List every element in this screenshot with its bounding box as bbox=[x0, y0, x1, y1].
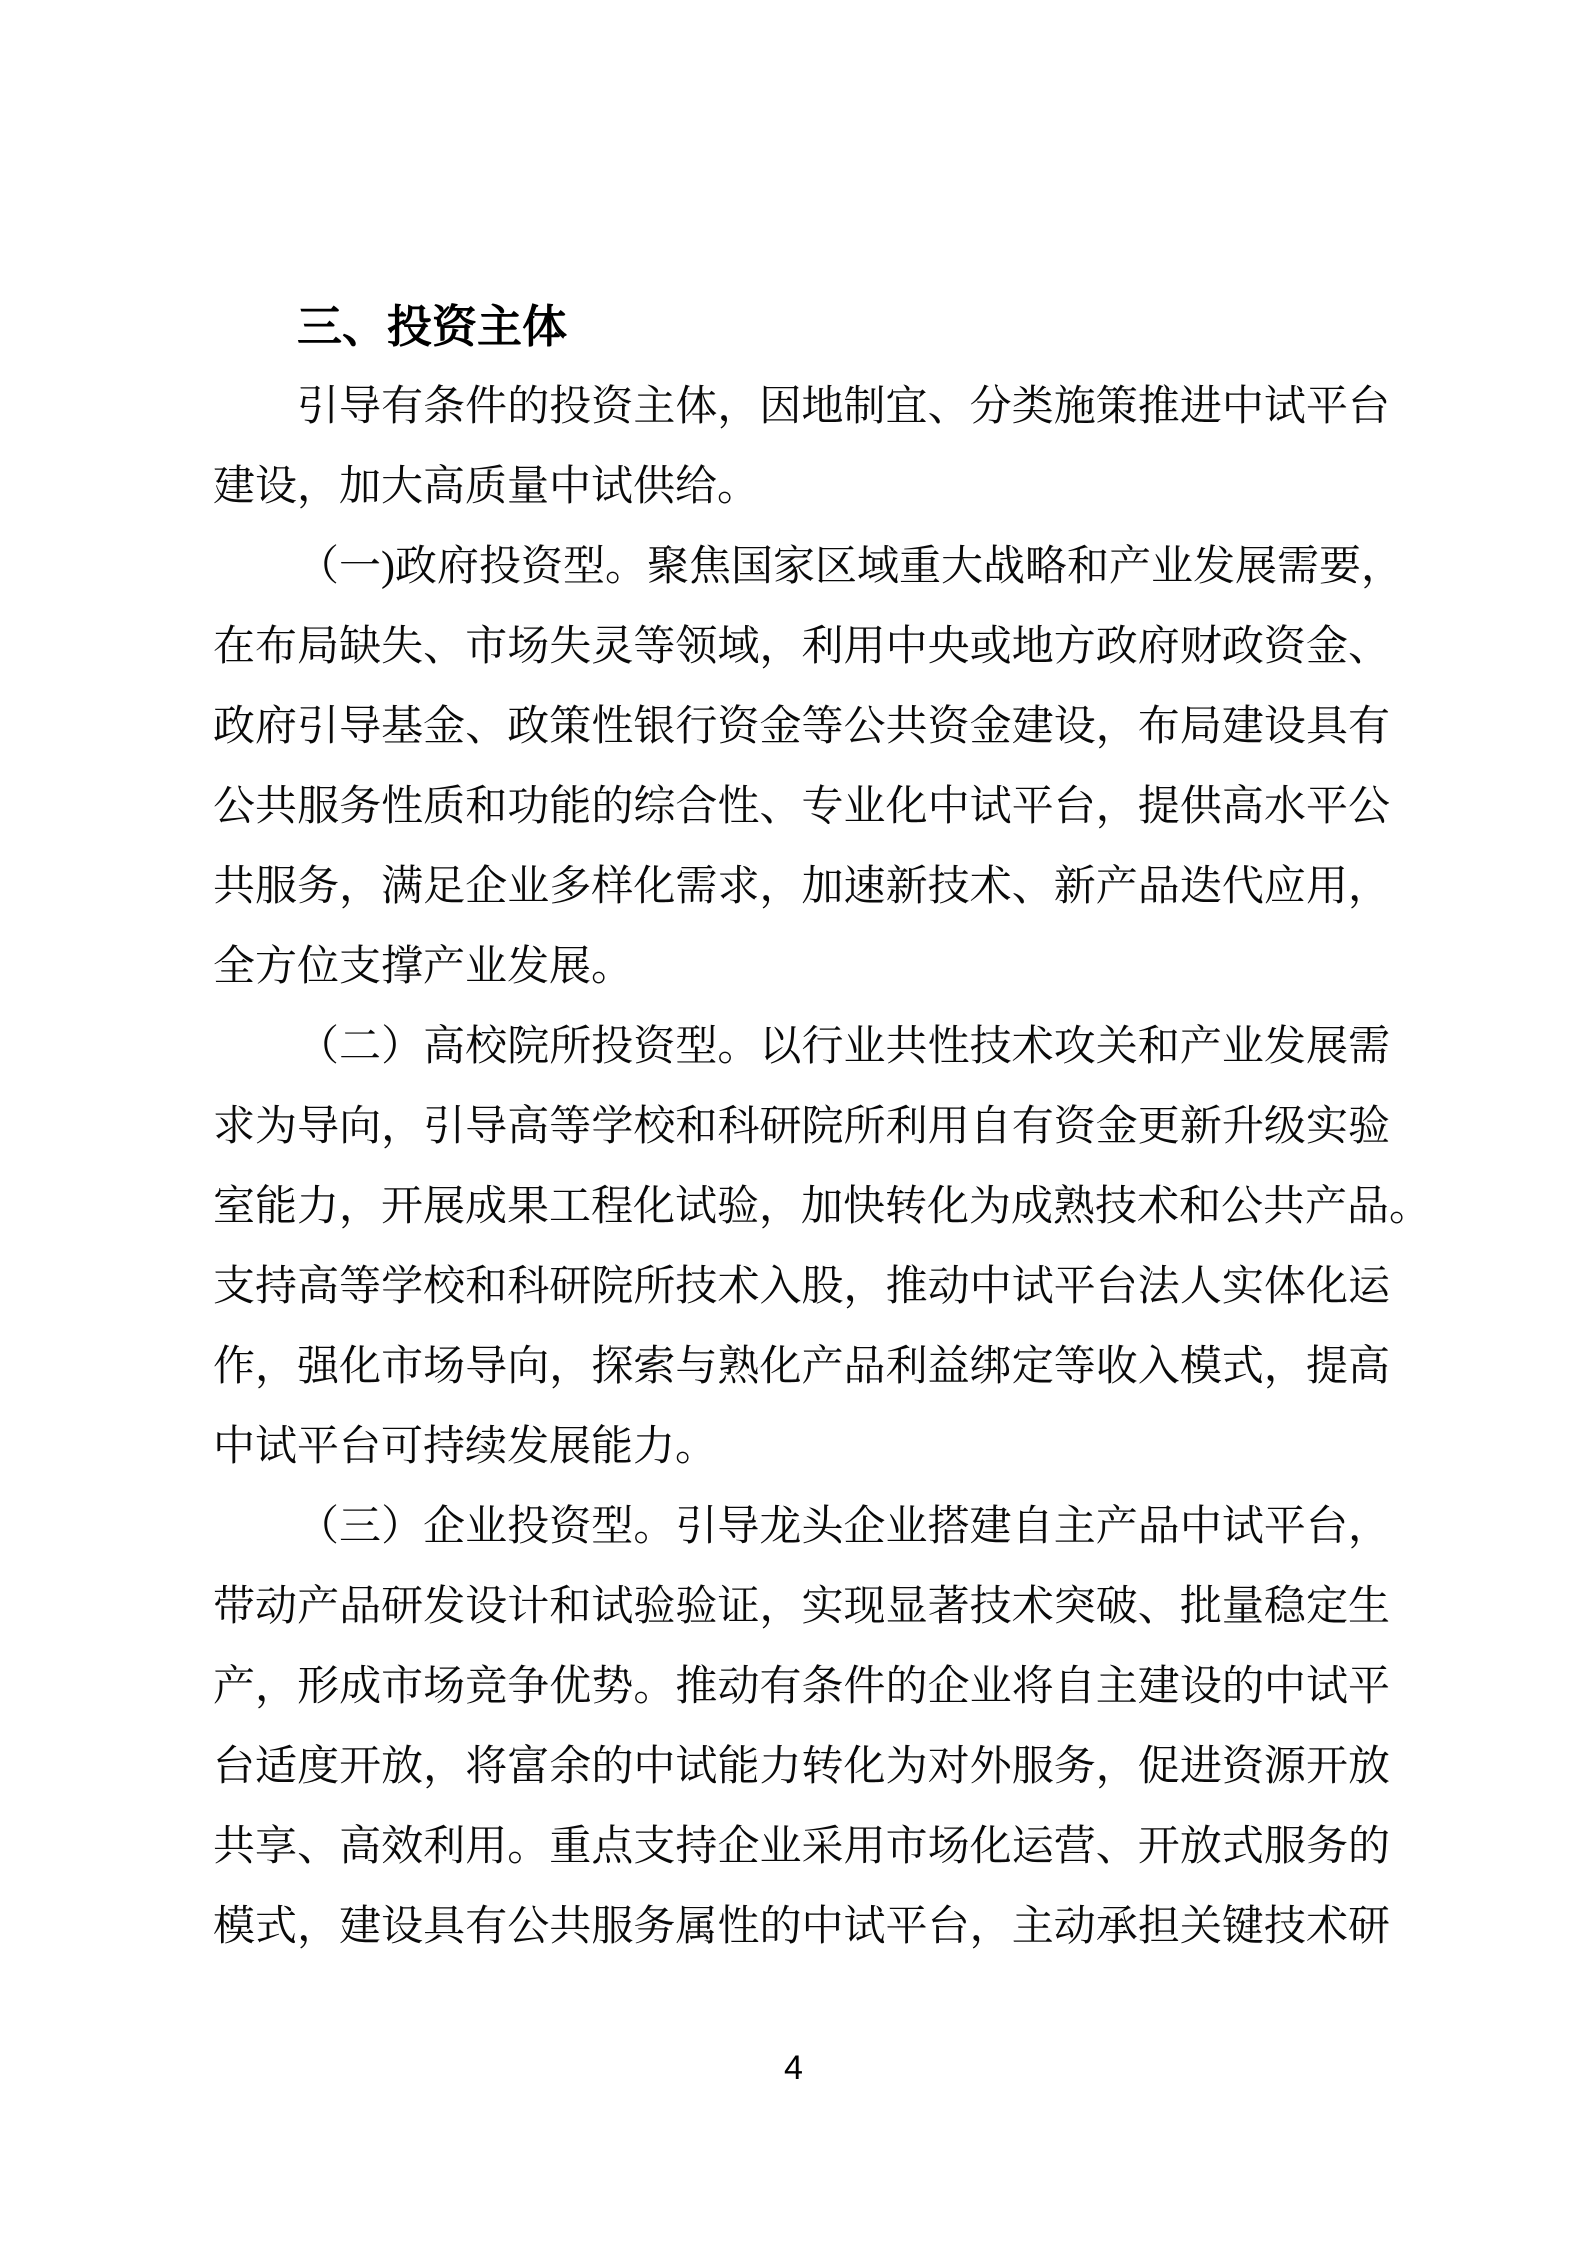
text-line: （二）高校院所投资型。以行业共性技术攻关和产业发展需 bbox=[297, 1024, 1390, 1070]
section-heading: 三、投资主体 bbox=[297, 301, 568, 352]
text-line: 模式，建设具有公共服务属性的中试平台，主动承担关键技术研 bbox=[213, 1904, 1390, 1950]
text-line: 带动产品研发设计和试验验证，实现显著技术突破、批量稳定生 bbox=[213, 1584, 1390, 1630]
text-block bbox=[213, 287, 1432, 1967]
text-line: 共服务，满足企业多样化需求，加速新技术、新产品迭代应用， bbox=[213, 864, 1390, 910]
paragraph-intro bbox=[213, 367, 1390, 527]
text-line: 建设，加大高质量中试供给。 bbox=[213, 464, 760, 510]
text-line: 产，形成市场竞争优势。推动有条件的企业将自主建设的中试平 bbox=[213, 1664, 1390, 1710]
text-line: 引导有条件的投资主体，因地制宜、分类施策推进中试平台 bbox=[297, 384, 1390, 430]
text-line: 公共服务性质和功能的综合性、专业化中试平台，提供高水平公 bbox=[213, 784, 1390, 830]
text-line: 作，强化市场导向，探索与熟化产品利益绑定等收入模式，提高 bbox=[213, 1344, 1390, 1390]
text-line: （一)政府投资型。聚焦国家区域重大战略和产业发展需要， bbox=[297, 544, 1403, 590]
text-line: 台适度开放，将富余的中试能力转化为对外服务，促进资源开放 bbox=[213, 1744, 1390, 1790]
text-line: 室能力，开展成果工程化试验，加快转化为成熟技术和公共产品。 bbox=[213, 1184, 1432, 1230]
text-line: 在布局缺失、市场失灵等领域，利用中央或地方政府财政资金、 bbox=[213, 624, 1390, 670]
paragraph-government-investment bbox=[213, 527, 1403, 1007]
text-line: 求为导向，引导高等学校和科研院所利用自有资金更新升级实验 bbox=[213, 1104, 1390, 1150]
text-line: 政府引导基金、政策性银行资金等公共资金建设，布局建设具有 bbox=[213, 704, 1390, 750]
text-line: 中试平台可持续发展能力。 bbox=[213, 1424, 718, 1470]
text-line: 全方位支撑产业发展。 bbox=[213, 944, 634, 990]
paragraph-enterprise-investment bbox=[213, 1487, 1390, 1967]
text-line: 支持高等学校和科研院所技术入股，推动中试平台法人实体化运 bbox=[213, 1264, 1390, 1310]
text-line: 共享、高效利用。重点支持企业采用市场化运营、开放式服务的 bbox=[213, 1824, 1390, 1870]
page-number: 4 bbox=[784, 2049, 803, 2087]
paragraph-university-investment bbox=[213, 1007, 1432, 1487]
text-line: （三）企业投资型。引导龙头企业搭建自主产品中试平台， bbox=[297, 1504, 1390, 1550]
